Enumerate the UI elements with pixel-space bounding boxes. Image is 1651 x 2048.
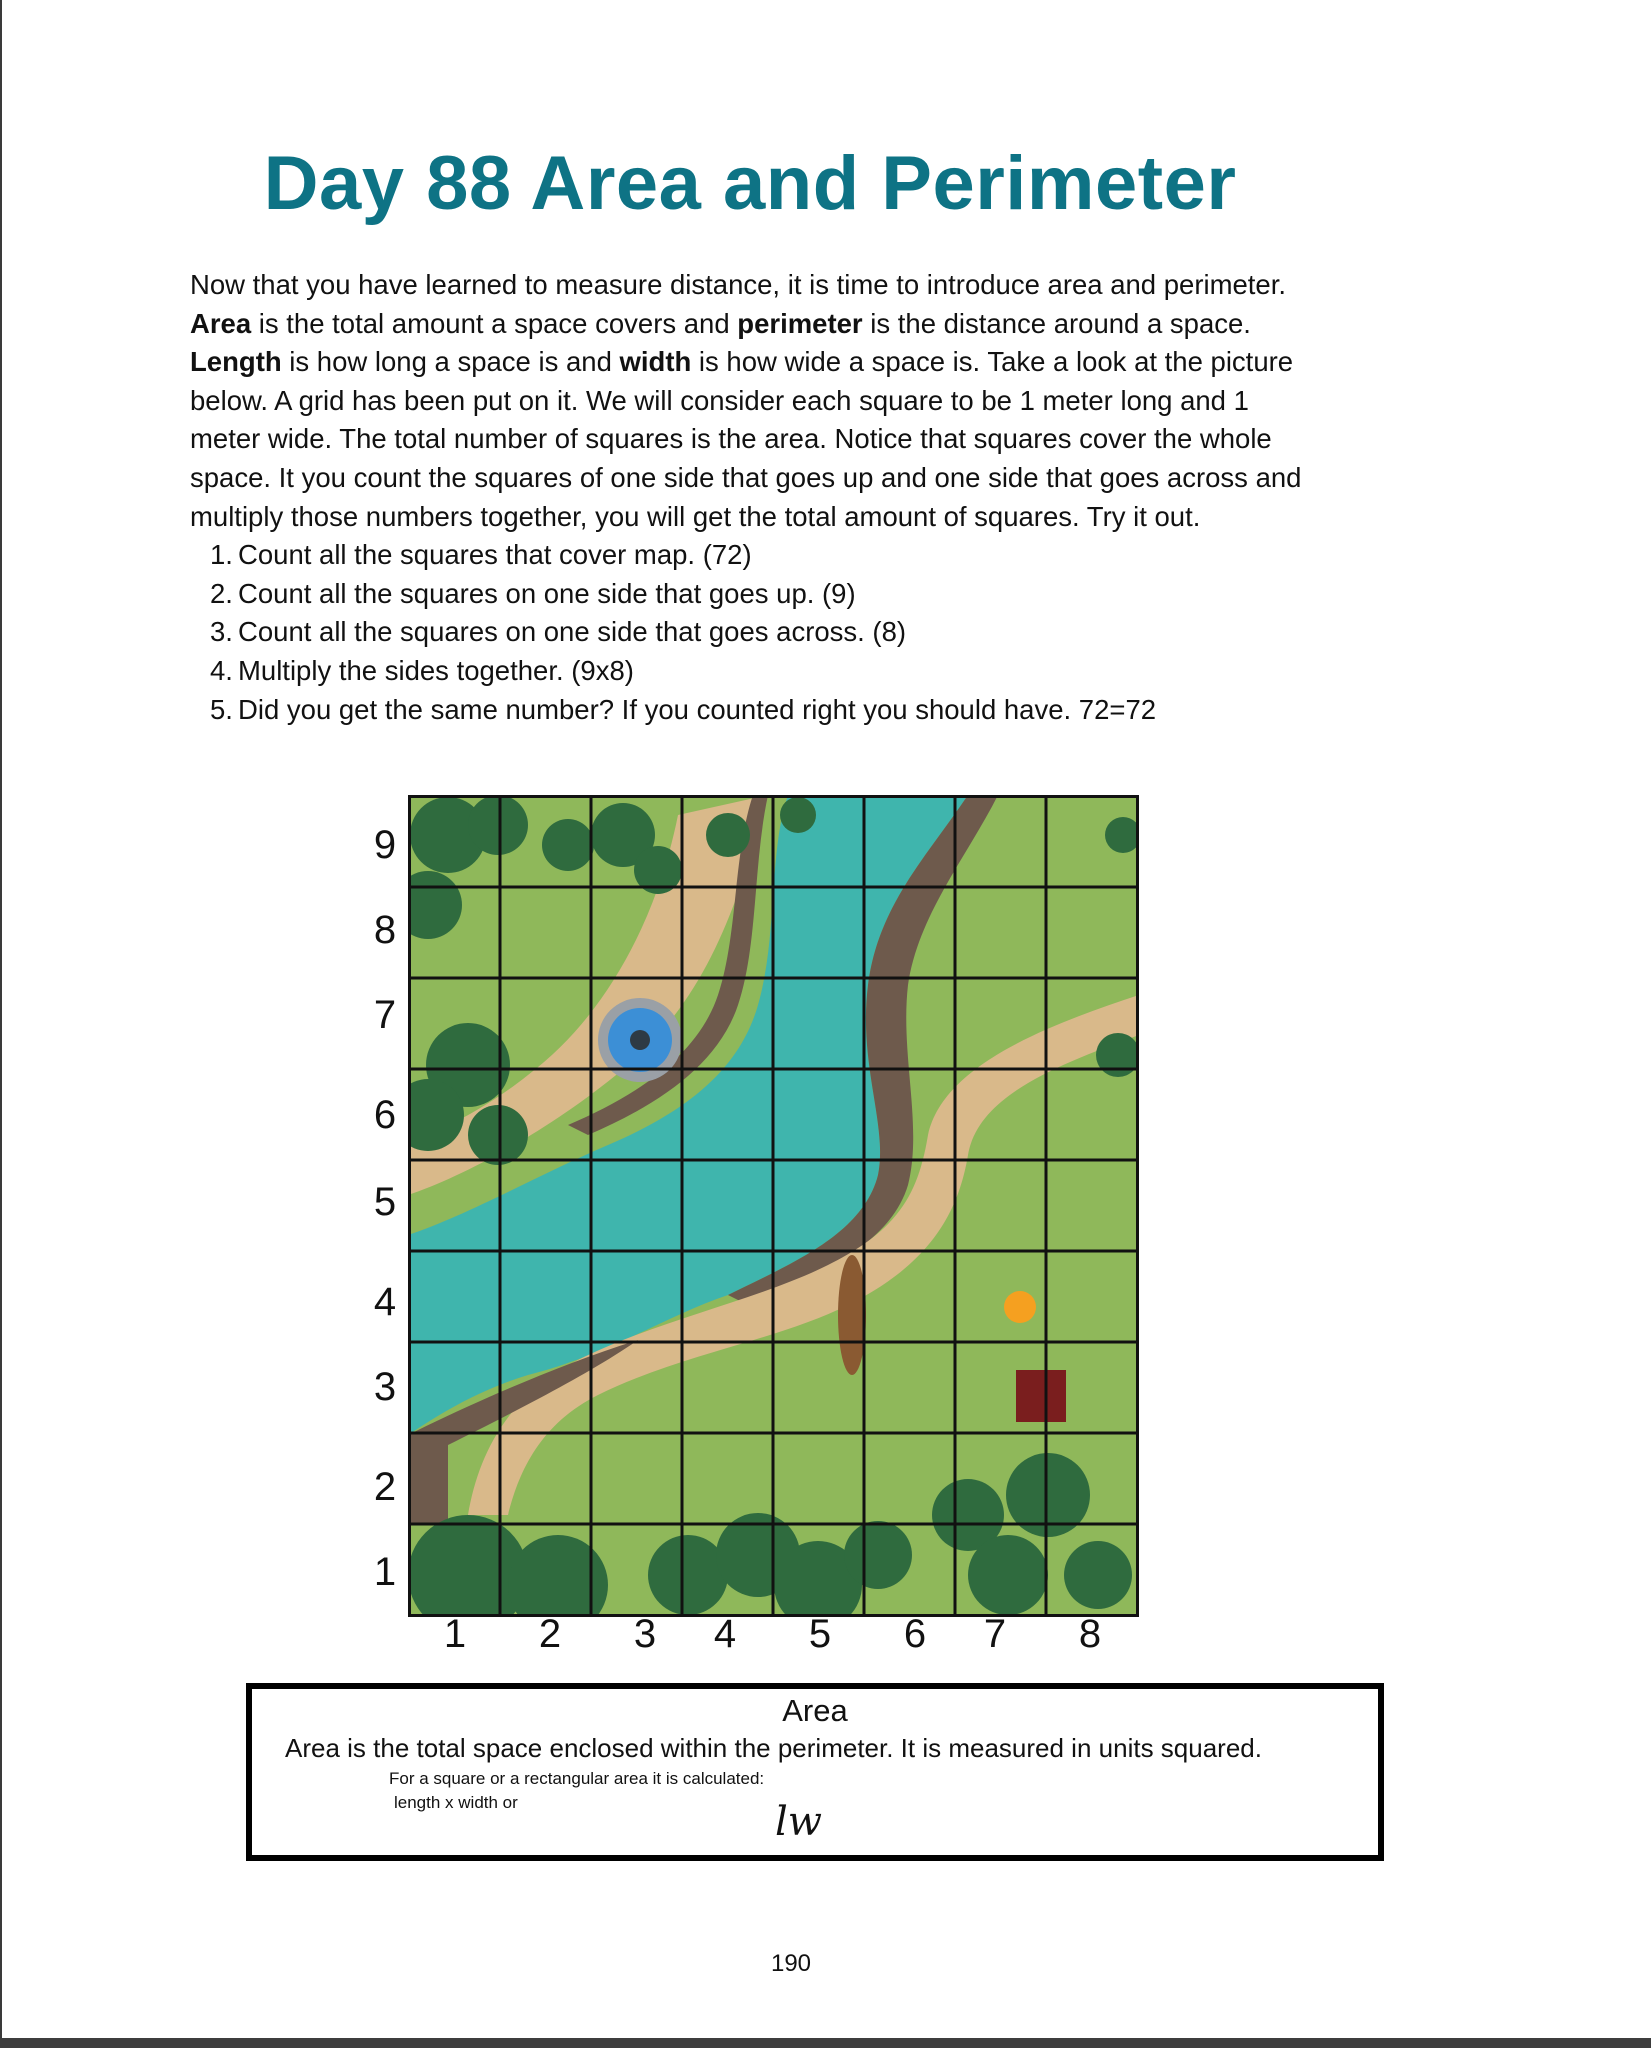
x-label: 8 <box>1078 1612 1102 1656</box>
intro-line-5: meter wide. The total number of squares is the area. Notice that squares cover the whole <box>190 423 1272 455</box>
step-text: Multiply the sides together. (9x8) <box>238 654 634 686</box>
step-number: 2. <box>210 577 233 609</box>
x-label: 2 <box>538 1612 562 1656</box>
intro-line-7: multiply those numbers together, you will get the total amount of squares. Try it out. <box>190 500 1201 532</box>
intro-text <box>190 266 1350 729</box>
step-text: Did you get the same number? If you counted right you should have. 72=72 <box>238 693 1157 725</box>
page-number: 190 <box>770 1950 812 1977</box>
steps-list <box>190 536 1350 729</box>
term-width: width <box>619 346 692 378</box>
intro-line-6: space. It you count the squares of one side that goes up and one side that goes across and <box>190 461 1302 493</box>
boat <box>838 1255 866 1375</box>
y-label: 8 <box>373 908 397 952</box>
y-label: 7 <box>373 993 397 1037</box>
step-number: 4. <box>210 654 233 686</box>
y-label: 2 <box>373 1465 397 1509</box>
page-title: Day 88 Area and Perimeter <box>263 141 1237 226</box>
y-label: 5 <box>373 1180 397 1224</box>
x-label: 6 <box>903 1612 927 1656</box>
campfire <box>1004 1291 1036 1323</box>
step-item <box>190 691 1350 730</box>
term-length: Length <box>190 346 282 378</box>
x-label: 1 <box>443 1612 467 1656</box>
y-label: 1 <box>373 1550 397 1594</box>
intro-line-4: below. A grid has been put on it. We will consider each square to be 1 meter long and 1 <box>190 384 1249 416</box>
area-formula: lw <box>775 1799 823 1845</box>
step-item <box>190 536 1350 575</box>
step-item <box>190 575 1350 614</box>
tent <box>1016 1370 1066 1422</box>
fountain-center <box>630 1030 650 1050</box>
map-svg <box>408 795 1139 1617</box>
x-label: 4 <box>713 1612 737 1656</box>
intro-line-3-mid: is how long a space is and <box>281 346 620 378</box>
intro-line-3-end: is how wide a space is. Take a look at the picture <box>691 346 1294 378</box>
step-number: 1. <box>210 539 233 571</box>
area-box-title: Area <box>782 1693 848 1728</box>
page-bottom-edge <box>0 2038 1651 2048</box>
intro-line-2-mid: is the total amount a space covers and <box>251 307 738 339</box>
y-label: 9 <box>373 823 397 867</box>
x-label: 3 <box>633 1612 657 1656</box>
x-label: 5 <box>808 1612 832 1656</box>
area-calc-note: For a square or a rectangular area it is calculated: <box>389 1769 765 1788</box>
intro-line-1: Now that you have learned to measure distance, it is time to introduce area and perimeter. <box>190 269 1287 300</box>
step-item <box>190 652 1350 691</box>
x-label: 7 <box>983 1612 1007 1656</box>
y-label: 3 <box>373 1365 397 1409</box>
step-text: Count all the squares that cover map. (72) <box>238 539 752 571</box>
y-label: 6 <box>373 1093 397 1137</box>
step-number: 5. <box>210 693 233 725</box>
intro-line-3 <box>190 343 1350 382</box>
step-text: Count all the squares on one side that goes across. (8) <box>238 616 907 648</box>
area-definition: Area is the total space enclosed within the perimeter. It is measured in units squared. <box>285 1733 1262 1763</box>
step-number: 3. <box>210 616 233 648</box>
page-left-edge <box>0 0 2 2048</box>
step-item <box>190 613 1350 652</box>
y-label: 4 <box>373 1280 397 1324</box>
step-text: Count all the squares on one side that goes up. (9) <box>238 577 856 609</box>
intro-line-2 <box>190 305 1350 344</box>
area-definition-box <box>246 1683 1384 1861</box>
area-calc-formula-text: length x width or <box>394 1793 518 1812</box>
term-perimeter: perimeter <box>737 307 863 339</box>
term-area: Area <box>190 307 252 339</box>
grid-map-illustration <box>408 795 1139 1617</box>
intro-line-2-end: is the distance around a space. <box>862 307 1251 339</box>
